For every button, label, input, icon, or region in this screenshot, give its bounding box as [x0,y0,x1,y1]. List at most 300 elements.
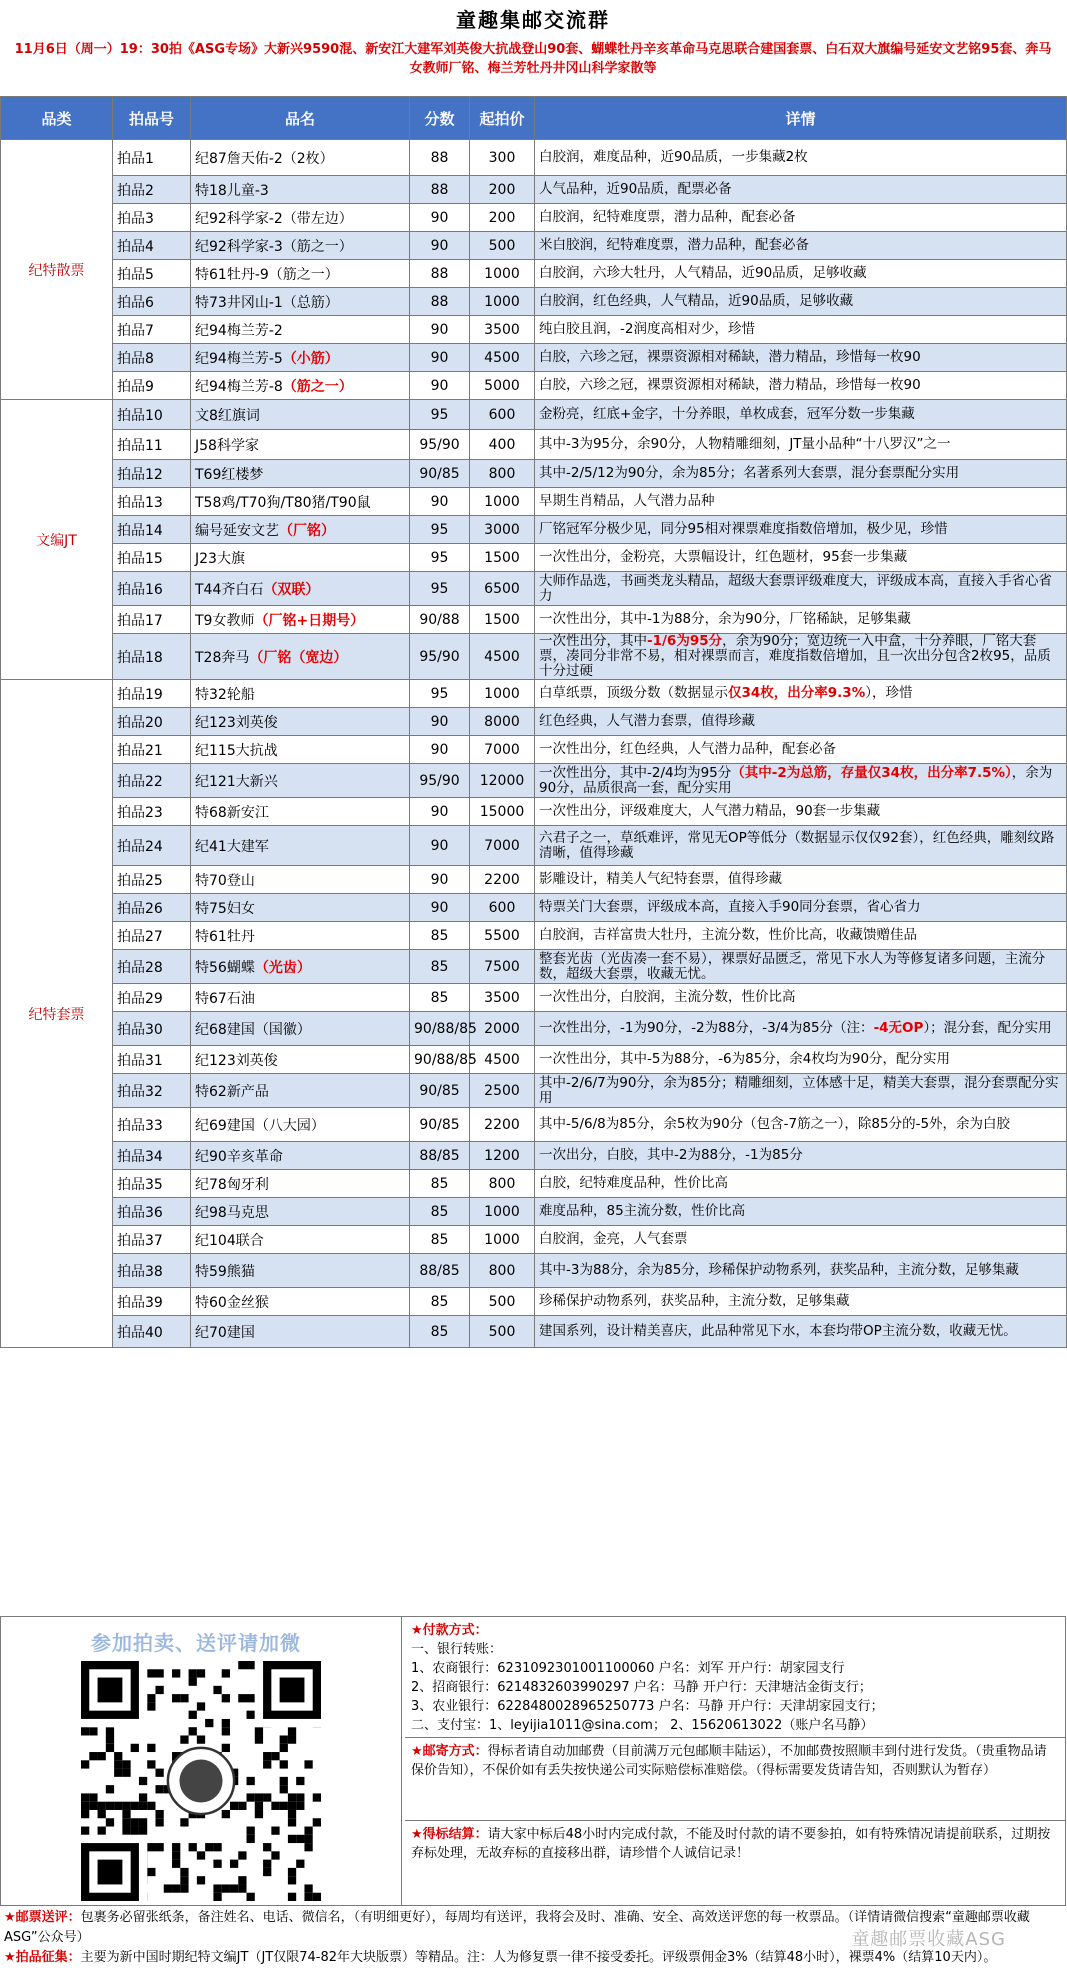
table-row [1,1170,1067,1198]
detail-cell [535,922,1067,950]
detail-text: ），珍惜 [865,685,913,701]
price-cell: 1000 [470,1226,535,1254]
price-cell: 7000 [470,736,535,764]
table-row [1,288,1067,316]
price-cell: 5000 [470,372,535,400]
lot-no-cell: 拍品9 [113,372,191,400]
score-cell: 95 [410,544,470,572]
category-cell: 纪特套票 [1,680,113,1348]
lot-name: 特70登山 [195,872,255,889]
lot-name-cell [191,798,410,826]
score-cell: 88 [410,176,470,204]
price-cell: 4500 [470,634,535,680]
qr-title: 参加拍卖、送评请加微 [91,1631,301,1655]
price-cell: 400 [470,430,535,460]
header-score: 分数 [410,97,470,140]
score-cell: 90 [410,488,470,516]
lot-name: 特67石油 [195,990,255,1007]
score-cell: 90 [410,708,470,736]
detail-highlight: -4无OP [873,1020,924,1036]
price-cell: 2500 [470,1074,535,1108]
lot-no-cell: 拍品25 [113,866,191,894]
detail-text: 其中-3为95分，余90分，人物精雕细刻，JT量小品种“十八罗汉”之一 [539,436,951,452]
lot-name: T58鸡/T70狗/T80猪/T90鼠 [195,494,371,511]
payment-line: 3、农业银行：6228480028965250773 户名：马静 开户行：天津胡家园支行； [411,1699,884,1714]
score-cell: 85 [410,1226,470,1254]
score-cell: 90 [410,798,470,826]
price-cell: 500 [470,1316,535,1348]
score-cell: 85 [410,1198,470,1226]
score-cell: 90/85 [410,1108,470,1142]
table-row [1,1074,1067,1108]
detail-text: 其中-2/5/12为90分，余为85分；名著系列大套票，混分套票配分实用 [539,465,960,481]
detail-text: 六君子之一，草纸难评，常见无OP等低分（数据显示仅仅92套），红色经典，雕刻纹路清晰，值得珍藏 [539,829,1055,861]
lot-name-cell [191,1170,410,1198]
lot-no-cell: 拍品2 [113,176,191,204]
settlement-block [405,1821,1065,1867]
detail-cell [535,372,1067,400]
lot-name: 纪90辛亥革命 [195,1148,283,1165]
detail-cell [535,232,1067,260]
detail-cell [535,798,1067,826]
detail-cell [535,634,1067,680]
lot-name: 纪94梅兰芳-5 [195,350,283,367]
score-cell: 85 [410,1316,470,1348]
score-cell: 95 [410,680,470,708]
header-detail: 详情 [535,97,1067,140]
lot-no-cell: 拍品11 [113,430,191,460]
lot-name-cell [191,344,410,372]
price-cell: 8000 [470,708,535,736]
detail-text: 一次性出分，红色经典，人气潜力品种，配套必备 [539,741,836,757]
table-header [1,97,1067,140]
lot-name-cell [191,1226,410,1254]
lot-name: 纪121大新兴 [195,773,278,790]
lot-no-cell: 拍品26 [113,894,191,922]
score-cell: 95 [410,400,470,430]
detail-cell [535,894,1067,922]
lot-name-cell [191,736,410,764]
detail-text: 一次性出分，其中-5为88分，-6为85分，余4枚均为90分，配分实用 [539,1051,951,1067]
collect-text: 主要为新中国时期纪特文编JT（JT仅限74-82年大块版票）等精品。注：人为修复票一律不接受委托。评级票佣金3%（结算48小时），裸票4%（结算10天内）。 [80,1950,997,1965]
table-row [1,460,1067,488]
table-row [1,894,1067,922]
detail-cell [535,1226,1067,1254]
table-row [1,1108,1067,1142]
score-cell: 90 [410,316,470,344]
payment-section [405,1617,1065,1867]
lot-name-cell [191,316,410,344]
lot-name-note: （厂铭（宽边） [249,649,348,666]
detail-text: 整套光齿（光齿凑一套不易），裸票好品匮乏，常见下水人为等修复诸多问题，主流分数，超级大套票，收藏无忧。 [539,950,1046,982]
lot-name: 纪41大建军 [195,838,269,855]
detail-cell [535,1074,1067,1108]
lot-name: 纪68建国（国徽） [195,1021,311,1038]
lot-no-cell: 拍品30 [113,1012,191,1046]
detail-text: 人气品种，近90品质，配票必备 [539,181,732,197]
price-cell: 15000 [470,798,535,826]
lot-name: 特59熊猫 [195,1263,255,1280]
lot-name: J58科学家 [195,437,259,454]
lot-no-cell: 拍品21 [113,736,191,764]
header-price: 起拍价 [470,97,535,140]
lot-name-cell [191,544,410,572]
lot-no-cell: 拍品13 [113,488,191,516]
lot-name-cell [191,232,410,260]
detail-cell [535,1046,1067,1074]
category-cell: 纪特散票 [1,140,113,400]
detail-text: 一次性出分，金粉亮，大票幅设计，红色题材，95套一步集藏 [539,549,908,565]
category-cell: 文编JT [1,400,113,680]
lot-no-cell: 拍品37 [113,1226,191,1254]
price-cell: 2200 [470,866,535,894]
price-cell: 600 [470,400,535,430]
price-cell: 1500 [470,544,535,572]
header-name: 品名 [191,97,410,140]
price-cell: 6500 [470,572,535,606]
price-cell: 1000 [470,488,535,516]
price-cell: 1000 [470,260,535,288]
detail-cell [535,1170,1067,1198]
payment-block [405,1617,1065,1738]
lot-no-cell: 拍品28 [113,950,191,984]
detail-text: ）；混分套，配分实用 [923,1020,1052,1036]
score-cell: 88 [410,260,470,288]
detail-cell [535,606,1067,634]
lot-name-cell [191,176,410,204]
lot-no-cell: 拍品7 [113,316,191,344]
table-row [1,544,1067,572]
table-row [1,316,1067,344]
table-row [1,400,1067,430]
score-cell: 90/85 [410,1074,470,1108]
lot-name: 纪123刘英俊 [195,714,278,731]
table-row [1,260,1067,288]
table-row [1,1288,1067,1316]
table-row [1,708,1067,736]
table-row [1,140,1067,176]
score-cell: 85 [410,1288,470,1316]
lot-name-cell [191,372,410,400]
price-cell: 7000 [470,826,535,866]
lot-no-cell: 拍品19 [113,680,191,708]
detail-text: 一次性出分，其中-2/4均为95分 [539,764,732,781]
lot-name-cell [191,634,410,680]
lot-name: 特61牡丹-9（筋之一） [195,266,339,283]
lot-name: 纪92科学家-3（筋之一） [195,238,353,255]
detail-text: 白胶，六珍之冠，裸票资源相对稀缺，潜力精品，珍惜每一枚90 [539,377,921,393]
table-row [1,1198,1067,1226]
detail-cell [535,430,1067,460]
price-cell: 500 [470,1288,535,1316]
lot-name-cell [191,984,410,1012]
lot-name: J23大旗 [195,550,245,567]
lot-name: 纪115大抗战 [195,742,278,759]
lot-name-cell [191,866,410,894]
header-category: 品类 [1,97,113,140]
detail-text: ，余为90分，品质很高一套，配分实用 [539,764,1053,796]
score-cell: 88/85 [410,1142,470,1170]
lot-name-cell [191,288,410,316]
lot-name: 纪70建国 [195,1324,255,1341]
detail-cell [535,764,1067,798]
lot-name: 特61牡丹 [195,928,255,945]
lot-no-cell: 拍品31 [113,1046,191,1074]
price-cell: 3500 [470,316,535,344]
lot-table [0,96,1067,1348]
detail-cell [535,1012,1067,1046]
detail-cell [535,1108,1067,1142]
score-cell: 90/88/85 [410,1012,470,1046]
detail-cell [535,1198,1067,1226]
lot-name: T44齐白石 [195,581,264,598]
payment-line: 1、农商银行：6231092301001100060 户名：刘军 开户行：胡家园支行 [411,1661,845,1676]
price-cell: 1000 [470,288,535,316]
table-row [1,606,1067,634]
table-row [1,764,1067,798]
price-cell: 800 [470,1170,535,1198]
price-cell: 7500 [470,950,535,984]
lot-name-note: （小筋） [282,350,339,367]
score-cell: 90 [410,866,470,894]
lot-name-cell [191,204,410,232]
table-row [1,634,1067,680]
detail-text: 一次性出分，其中-1为88分，余为90分，厂铭稀缺，足够集藏 [539,611,911,627]
detail-cell [535,1316,1067,1348]
lot-name-cell [191,400,410,430]
lot-name-cell [191,1198,410,1226]
collect-label: 拍品征集： [15,1950,81,1965]
table-row [1,232,1067,260]
detail-text: 白胶润，纪特难度票，潜力品种，配套必备 [539,209,796,225]
table-row [1,1254,1067,1288]
lot-name: 特32轮船 [195,686,255,703]
price-cell: 3000 [470,516,535,544]
lot-name: T69红楼梦 [195,466,264,483]
table-row [1,344,1067,372]
score-cell: 90/85 [410,460,470,488]
table-row [1,950,1067,984]
lot-name-cell [191,708,410,736]
detail-cell [535,288,1067,316]
lot-name: 纪69建国（八大园） [195,1117,325,1134]
lot-no-cell: 拍品10 [113,400,191,430]
score-cell: 85 [410,1170,470,1198]
score-cell: 90 [410,344,470,372]
detail-cell [535,572,1067,606]
lot-name: 特73井冈山-1（总筋） [195,294,339,311]
lot-name-cell [191,488,410,516]
detail-text: 纯白胶且润，-2润度高相对少，珍惜 [539,321,755,337]
detail-cell [535,488,1067,516]
table-row [1,680,1067,708]
detail-text: 难度品种，85主流分数，性价比高 [539,1203,746,1219]
lot-name-cell [191,1316,410,1348]
table-row [1,572,1067,606]
lot-name: 纪87詹天佑-2（2枚） [195,150,334,167]
lot-name-cell [191,826,410,866]
lot-name: 特68新安江 [195,804,269,821]
lot-no-cell: 拍品20 [113,708,191,736]
detail-cell [535,140,1067,176]
shipping-text: 得标者请自动加邮费（目前满万元包邮顺丰陆运），不加邮费按照顺丰到付进行发货。（贵重物品请保价告知），不保价如有丢失按快递公司实际赔偿标准赔偿。（得标需要发货请告知，否则默认为暂存） [411,1744,1047,1778]
detail-text: 白胶，六珍之冠，裸票资源相对稀缺，潜力精品，珍惜每一枚90 [539,349,921,365]
score-cell: 90 [410,894,470,922]
collect-note [4,1948,1062,1968]
lot-no-cell: 拍品22 [113,764,191,798]
price-cell: 2000 [470,1012,535,1046]
table-row [1,866,1067,894]
lot-no-cell: 拍品29 [113,984,191,1012]
lot-body [1,140,1067,1348]
detail-cell [535,316,1067,344]
detail-cell [535,680,1067,708]
lot-no-cell: 拍品16 [113,572,191,606]
detail-text: 一次性出分，评级难度大，人气潜力精品，90套一步集藏 [539,803,881,819]
lot-name-cell [191,1046,410,1074]
price-cell: 3500 [470,984,535,1012]
lot-no-cell: 拍品40 [113,1316,191,1348]
lot-name-cell [191,950,410,984]
detail-highlight: 仅34枚，出分率9.3% [728,685,866,701]
lot-name-note: （双联） [263,581,320,598]
lot-name-cell [191,516,410,544]
score-cell: 88 [410,140,470,176]
lot-no-cell: 拍品12 [113,460,191,488]
lot-name-cell [191,1254,410,1288]
detail-highlight: （其中-2为总筋，存量仅34枚，出分率7.5%） [731,764,1012,781]
table-row [1,176,1067,204]
detail-cell [535,736,1067,764]
lot-no-cell: 拍品18 [113,634,191,680]
score-cell: 90 [410,372,470,400]
detail-text: 厂铭冠军分极少见，同分95相对裸票难度指数倍增加，极少见，珍惜 [539,521,948,537]
lot-name: 纪94梅兰芳-8 [195,378,283,395]
lot-no-cell: 拍品17 [113,606,191,634]
lot-name: 特60金丝猴 [195,1294,269,1311]
header-lot-no: 拍品号 [113,97,191,140]
price-cell: 5500 [470,922,535,950]
lot-name-cell [191,922,410,950]
lot-no-cell: 拍品8 [113,344,191,372]
shipping-label: ★邮寄方式： [411,1744,488,1759]
detail-text: 红色经典，人气潜力套票，值得珍藏 [539,713,755,729]
detail-text: 大师作品选，书画类龙头精品，超级大套票评级难度大，评级成本高，直接入手省心省力 [539,572,1052,604]
score-cell: 95/90 [410,764,470,798]
price-cell: 1000 [470,680,535,708]
lot-name: T9女教师 [195,612,255,629]
table-row [1,488,1067,516]
lot-no-cell: 拍品33 [113,1108,191,1142]
price-cell: 600 [470,894,535,922]
price-cell: 1500 [470,606,535,634]
price-cell: 800 [470,1254,535,1288]
detail-text: 白胶润，吉祥富贵大牡丹，主流分数，性价比高，收藏馈赠佳品 [539,927,917,943]
table-row [1,798,1067,826]
detail-text: 米白胶润，纪特难度票，潜力品种，配套必备 [539,237,809,253]
table-row [1,922,1067,950]
lot-name: 纪98马克思 [195,1204,269,1221]
lot-name-cell [191,260,410,288]
lot-no-cell: 拍品4 [113,232,191,260]
score-cell: 85 [410,984,470,1012]
score-cell: 90 [410,826,470,866]
detail-text: 建国系列，设计精美喜庆，此品种常见下水，本套均带OP主流分数，收藏无忧。 [539,1323,1017,1339]
detail-cell [535,516,1067,544]
score-cell: 90 [410,232,470,260]
detail-text: 一次性出分，白胶润，主流分数，性价比高 [539,989,796,1005]
payment-line: 二、支付宝：1、leyijia1011@sina.com； 2、15620613022（账户名马静） [411,1718,874,1733]
lot-no-cell: 拍品6 [113,288,191,316]
detail-text: 白胶，纪特难度品种，性价比高 [539,1175,728,1191]
price-cell: 200 [470,176,535,204]
detail-text: ，余为90分；宽边统一入中盒，十分养眼，厂铭大套票，凑同分非常不易，相对裸票而言，难度指数倍增加，且一次出分包含2枚95，品质十分过硬 [539,633,1051,679]
detail-text: 白胶润，金亮，人气套票 [539,1231,688,1247]
detail-text: 影雕设计，精美人气纪特套票，值得珍藏 [539,871,782,887]
lot-name: 特18儿童-3 [195,182,269,199]
table-row [1,516,1067,544]
detail-cell [535,460,1067,488]
lot-no-cell: 拍品5 [113,260,191,288]
detail-text: 早期生肖精品，人气潜力品种 [539,493,715,509]
score-cell: 88/85 [410,1254,470,1288]
detail-cell [535,176,1067,204]
score-cell: 85 [410,950,470,984]
detail-cell [535,1254,1067,1288]
lot-name: 编号延安文艺 [195,522,279,539]
lot-name-cell [191,606,410,634]
lot-name-note: （厂铭） [279,522,335,539]
score-cell: 90/88/85 [410,1046,470,1074]
detail-cell [535,544,1067,572]
detail-text: 特票关门大套票，评级成本高，直接入手90同分套票，省心省力 [539,899,921,915]
price-cell: 1200 [470,1142,535,1170]
star-icon: ★ [4,1950,16,1965]
qr-section [1,1617,402,1905]
price-cell: 300 [470,140,535,176]
detail-text: 其中-3为88分，余为85分，珍稀保护动物系列，获奖品种，主流分数，足够集藏 [539,1262,1019,1278]
lot-no-cell: 拍品23 [113,798,191,826]
score-cell: 90 [410,736,470,764]
lot-name-cell [191,894,410,922]
lot-name: 纪78匈牙利 [195,1176,269,1193]
table-row [1,1142,1067,1170]
price-cell: 800 [470,460,535,488]
lot-name-cell [191,764,410,798]
lot-no-cell: 拍品14 [113,516,191,544]
lot-name: 特62新产品 [195,1083,269,1100]
table-row [1,984,1067,1012]
table-row [1,736,1067,764]
lot-name-note: （厂铭+日期号） [254,612,365,629]
score-cell: 95/90 [410,430,470,460]
detail-cell [535,344,1067,372]
detail-cell [535,400,1067,430]
detail-text: 白胶润，红色经典，人气精品，近90品质，足够收藏 [539,293,854,309]
price-cell: 4500 [470,1046,535,1074]
lot-no-cell: 拍品38 [113,1254,191,1288]
detail-cell [535,984,1067,1012]
score-cell: 95 [410,572,470,606]
detail-text: 白胶润，难度品种，近90品质，一步集藏2枚 [539,149,808,165]
detail-cell [535,1288,1067,1316]
detail-text: 其中-5/6/8为85分，余5枚为90分（包含-7筋之一），除85分的-5外，余为白胶 [539,1116,1011,1132]
lot-no-cell: 拍品34 [113,1142,191,1170]
payment-line: 2、招商银行：6214832603990297 户名：马静 开户行：天津塘沽金街支行； [411,1680,872,1695]
lot-name-note: （筋之一） [282,378,353,395]
price-cell: 1000 [470,1198,535,1226]
lot-name-cell [191,1074,410,1108]
